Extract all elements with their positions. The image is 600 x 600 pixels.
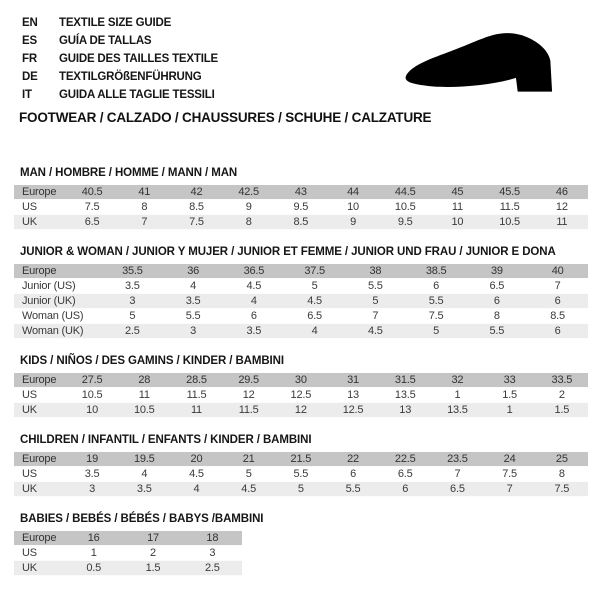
size-cell: 5.5 xyxy=(467,324,528,339)
size-cell: 11.5 xyxy=(170,388,222,403)
size-table xyxy=(14,185,588,230)
size-cell: 7 xyxy=(431,467,483,482)
size-cell: 20 xyxy=(170,452,222,467)
size-cell: 4.5 xyxy=(284,294,345,309)
size-cell: 10.5 xyxy=(118,403,170,418)
size-cell: 5 xyxy=(284,279,345,294)
size-cell: 35.5 xyxy=(102,264,163,279)
size-cell: 7.5 xyxy=(536,482,588,497)
size-cell: 30 xyxy=(275,373,327,388)
size-cell: 36 xyxy=(163,264,224,279)
size-cell: 7 xyxy=(484,482,536,497)
size-row xyxy=(14,324,588,339)
language-code: DE xyxy=(22,71,38,83)
size-cell: 1.5 xyxy=(484,388,536,403)
size-cell: 3.5 xyxy=(102,279,163,294)
size-cell: 3 xyxy=(102,294,163,309)
row-label: US xyxy=(14,467,66,482)
size-cell: 42 xyxy=(170,185,222,200)
size-section xyxy=(14,246,588,339)
size-cell: 19.5 xyxy=(118,452,170,467)
row-label: UK xyxy=(14,215,66,230)
size-cell: 28 xyxy=(118,373,170,388)
size-cell: 22 xyxy=(327,452,379,467)
size-cell: 40.5 xyxy=(66,185,118,200)
size-tables xyxy=(14,167,588,576)
size-cell: 1 xyxy=(64,546,123,561)
size-cell: 2.5 xyxy=(102,324,163,339)
size-cell: 6.5 xyxy=(379,467,431,482)
size-cell: 19 xyxy=(66,452,118,467)
size-cell: 7.5 xyxy=(406,309,467,324)
size-cell: 1.5 xyxy=(123,561,182,576)
row-label: Europe xyxy=(14,373,66,388)
size-cell: 9.5 xyxy=(379,215,431,230)
size-section-title: CHILDREN / INFANTIL / ENFANTS / KINDER / BAMBINI xyxy=(20,434,312,446)
size-cell: 9 xyxy=(327,215,379,230)
size-cell: 5 xyxy=(102,309,163,324)
size-cell: 38 xyxy=(345,264,406,279)
size-cell: 6 xyxy=(327,467,379,482)
language-row xyxy=(22,50,362,68)
size-cell: 4 xyxy=(224,294,285,309)
size-section-title: MAN / HOMBRE / HOMME / MANN / MAN xyxy=(20,167,238,179)
size-header-row xyxy=(14,373,588,388)
size-section-title: JUNIOR & WOMAN / JUNIOR Y MUJER / JUNIOR ET FEMME / JUNIOR UND FRAU / JUNIOR E DONA xyxy=(20,246,556,258)
size-row xyxy=(14,546,242,561)
size-cell: 44 xyxy=(327,185,379,200)
size-cell: 12 xyxy=(223,388,275,403)
size-table xyxy=(14,373,588,418)
row-label: Woman (US) xyxy=(14,309,102,324)
language-code: IT xyxy=(22,89,32,101)
size-cell: 5 xyxy=(275,482,327,497)
language-title-list xyxy=(22,14,362,104)
size-section xyxy=(14,355,588,418)
size-table xyxy=(14,264,588,339)
size-cell: 3.5 xyxy=(224,324,285,339)
size-cell: 43 xyxy=(275,185,327,200)
size-row xyxy=(14,309,588,324)
size-cell: 27.5 xyxy=(66,373,118,388)
size-cell: 5 xyxy=(406,324,467,339)
size-cell: 10 xyxy=(66,403,118,418)
row-label: UK xyxy=(14,561,64,576)
size-cell: 2.5 xyxy=(183,561,242,576)
size-section xyxy=(14,167,588,230)
category-heading: FOOTWEAR / CALZADO / CHAUSSURES / SCHUHE / CALZATURE xyxy=(19,110,432,125)
size-cell: 8 xyxy=(118,200,170,215)
size-cell: 11 xyxy=(431,200,483,215)
size-cell: 8.5 xyxy=(170,200,222,215)
size-cell: 11.5 xyxy=(223,403,275,418)
size-header-row xyxy=(14,185,588,200)
size-cell: 24 xyxy=(484,452,536,467)
size-cell: 21 xyxy=(223,452,275,467)
size-cell: 46 xyxy=(536,185,588,200)
size-section-title: BABIES / BEBÉS / BÉBÉS / BABYS /BAMBINI xyxy=(20,513,264,525)
size-cell: 0.5 xyxy=(64,561,123,576)
size-cell: 45.5 xyxy=(484,185,536,200)
size-cell: 44.5 xyxy=(379,185,431,200)
size-cell: 25 xyxy=(536,452,588,467)
size-cell: 4.5 xyxy=(345,324,406,339)
size-cell: 8 xyxy=(223,215,275,230)
language-title: TEXTILGRÖßENFÜHRUNG xyxy=(59,71,202,83)
size-cell: 32 xyxy=(431,373,483,388)
size-cell: 4 xyxy=(163,279,224,294)
language-title: GUIDA ALLE TAGLIE TESSILI xyxy=(59,89,215,101)
size-cell: 6 xyxy=(467,294,528,309)
size-cell: 40 xyxy=(527,264,588,279)
size-cell: 11.5 xyxy=(484,200,536,215)
row-label: UK xyxy=(14,403,66,418)
size-cell: 13.5 xyxy=(431,403,483,418)
size-cell: 11 xyxy=(118,388,170,403)
size-table xyxy=(14,452,588,497)
size-row xyxy=(14,561,242,576)
size-cell: 11 xyxy=(536,215,588,230)
language-code: ES xyxy=(22,35,37,47)
size-cell: 13.5 xyxy=(379,388,431,403)
language-title: TEXTILE SIZE GUIDE xyxy=(59,17,172,29)
row-label: Junior (US) xyxy=(14,279,102,294)
size-cell: 4.5 xyxy=(224,279,285,294)
size-cell: 28.5 xyxy=(170,373,222,388)
size-cell: 10.5 xyxy=(484,215,536,230)
size-cell: 3.5 xyxy=(118,482,170,497)
size-cell: 7 xyxy=(345,309,406,324)
size-cell: 6 xyxy=(527,324,588,339)
row-label: Europe xyxy=(14,185,66,200)
size-cell: 45 xyxy=(431,185,483,200)
language-title: GUIDE DES TAILLES TEXTILE xyxy=(59,53,218,65)
size-header-row xyxy=(14,264,588,279)
size-cell: 5.5 xyxy=(163,309,224,324)
size-cell: 6.5 xyxy=(467,279,528,294)
size-cell: 6.5 xyxy=(284,309,345,324)
size-row xyxy=(14,388,588,403)
size-cell: 13 xyxy=(327,388,379,403)
row-label: US xyxy=(14,546,64,561)
page-header xyxy=(0,0,600,125)
size-cell: 39 xyxy=(467,264,528,279)
size-cell: 7.5 xyxy=(484,467,536,482)
size-cell: 5 xyxy=(223,467,275,482)
size-cell: 5.5 xyxy=(275,467,327,482)
size-cell: 1 xyxy=(431,388,483,403)
size-cell: 4 xyxy=(170,482,222,497)
size-cell: 8 xyxy=(467,309,528,324)
size-row xyxy=(14,294,588,309)
size-cell: 4.5 xyxy=(170,467,222,482)
size-cell: 11 xyxy=(170,403,222,418)
size-cell: 10.5 xyxy=(66,388,118,403)
size-header-row xyxy=(14,452,588,467)
size-cell: 2 xyxy=(123,546,182,561)
size-table xyxy=(14,531,242,576)
size-cell: 4.5 xyxy=(223,482,275,497)
size-cell: 37.5 xyxy=(284,264,345,279)
size-cell: 1.5 xyxy=(536,403,588,418)
size-cell: 3 xyxy=(183,546,242,561)
size-cell: 13 xyxy=(379,403,431,418)
size-cell: 10.5 xyxy=(379,200,431,215)
size-cell: 9 xyxy=(223,200,275,215)
row-label: Junior (UK) xyxy=(14,294,102,309)
size-cell: 29.5 xyxy=(223,373,275,388)
language-row xyxy=(22,68,362,86)
size-cell: 3 xyxy=(163,324,224,339)
size-cell: 10 xyxy=(431,215,483,230)
row-label: US xyxy=(14,388,66,403)
shoe-icon xyxy=(392,16,578,102)
size-cell: 33.5 xyxy=(536,373,588,388)
size-cell: 12.5 xyxy=(327,403,379,418)
size-cell: 7 xyxy=(118,215,170,230)
size-cell: 22.5 xyxy=(379,452,431,467)
language-row xyxy=(22,86,362,104)
size-cell: 31 xyxy=(327,373,379,388)
size-section xyxy=(14,513,588,576)
size-cell: 5.5 xyxy=(345,279,406,294)
size-cell: 8 xyxy=(536,467,588,482)
row-label: US xyxy=(14,200,66,215)
size-cell: 12.5 xyxy=(275,388,327,403)
row-label: Europe xyxy=(14,452,66,467)
size-cell: 8.5 xyxy=(275,215,327,230)
row-label: Woman (UK) xyxy=(14,324,102,339)
size-cell: 7 xyxy=(527,279,588,294)
size-row xyxy=(14,467,588,482)
size-cell: 2 xyxy=(536,388,588,403)
size-cell: 10 xyxy=(327,200,379,215)
size-cell: 8.5 xyxy=(527,309,588,324)
size-row xyxy=(14,279,588,294)
size-cell: 1 xyxy=(484,403,536,418)
size-cell: 6.5 xyxy=(66,215,118,230)
size-cell: 6 xyxy=(224,309,285,324)
size-section xyxy=(14,434,588,497)
size-row xyxy=(14,200,588,215)
row-label: Europe xyxy=(14,531,64,546)
size-cell: 3.5 xyxy=(66,467,118,482)
size-cell: 7.5 xyxy=(170,215,222,230)
language-row xyxy=(22,14,362,32)
size-cell: 12 xyxy=(536,200,588,215)
size-cell: 17 xyxy=(123,531,182,546)
size-cell: 6 xyxy=(406,279,467,294)
size-cell: 9.5 xyxy=(275,200,327,215)
size-cell: 7.5 xyxy=(66,200,118,215)
size-cell: 6 xyxy=(527,294,588,309)
size-row xyxy=(14,215,588,230)
size-cell: 4 xyxy=(118,467,170,482)
size-cell: 41 xyxy=(118,185,170,200)
size-cell: 16 xyxy=(64,531,123,546)
size-cell: 23.5 xyxy=(431,452,483,467)
size-cell: 4 xyxy=(284,324,345,339)
size-cell: 21.5 xyxy=(275,452,327,467)
size-cell: 12 xyxy=(275,403,327,418)
language-row xyxy=(22,32,362,50)
size-cell: 6.5 xyxy=(431,482,483,497)
size-row xyxy=(14,403,588,418)
row-label: Europe xyxy=(14,264,102,279)
size-header-row xyxy=(14,531,242,546)
size-cell: 3.5 xyxy=(163,294,224,309)
language-title: GUÍA DE TALLAS xyxy=(59,35,152,47)
size-cell: 5.5 xyxy=(406,294,467,309)
size-cell: 6 xyxy=(379,482,431,497)
language-code: EN xyxy=(22,17,38,29)
size-row xyxy=(14,482,588,497)
size-section-title: KIDS / NIÑOS / DES GAMINS / KINDER / BAMBINI xyxy=(20,355,284,367)
size-cell: 36.5 xyxy=(224,264,285,279)
size-cell: 5.5 xyxy=(327,482,379,497)
size-cell: 42.5 xyxy=(223,185,275,200)
size-cell: 31.5 xyxy=(379,373,431,388)
language-code: FR xyxy=(22,53,37,65)
size-cell: 5 xyxy=(345,294,406,309)
size-cell: 33 xyxy=(484,373,536,388)
size-cell: 38.5 xyxy=(406,264,467,279)
row-label: UK xyxy=(14,482,66,497)
size-cell: 3 xyxy=(66,482,118,497)
size-cell: 18 xyxy=(183,531,242,546)
